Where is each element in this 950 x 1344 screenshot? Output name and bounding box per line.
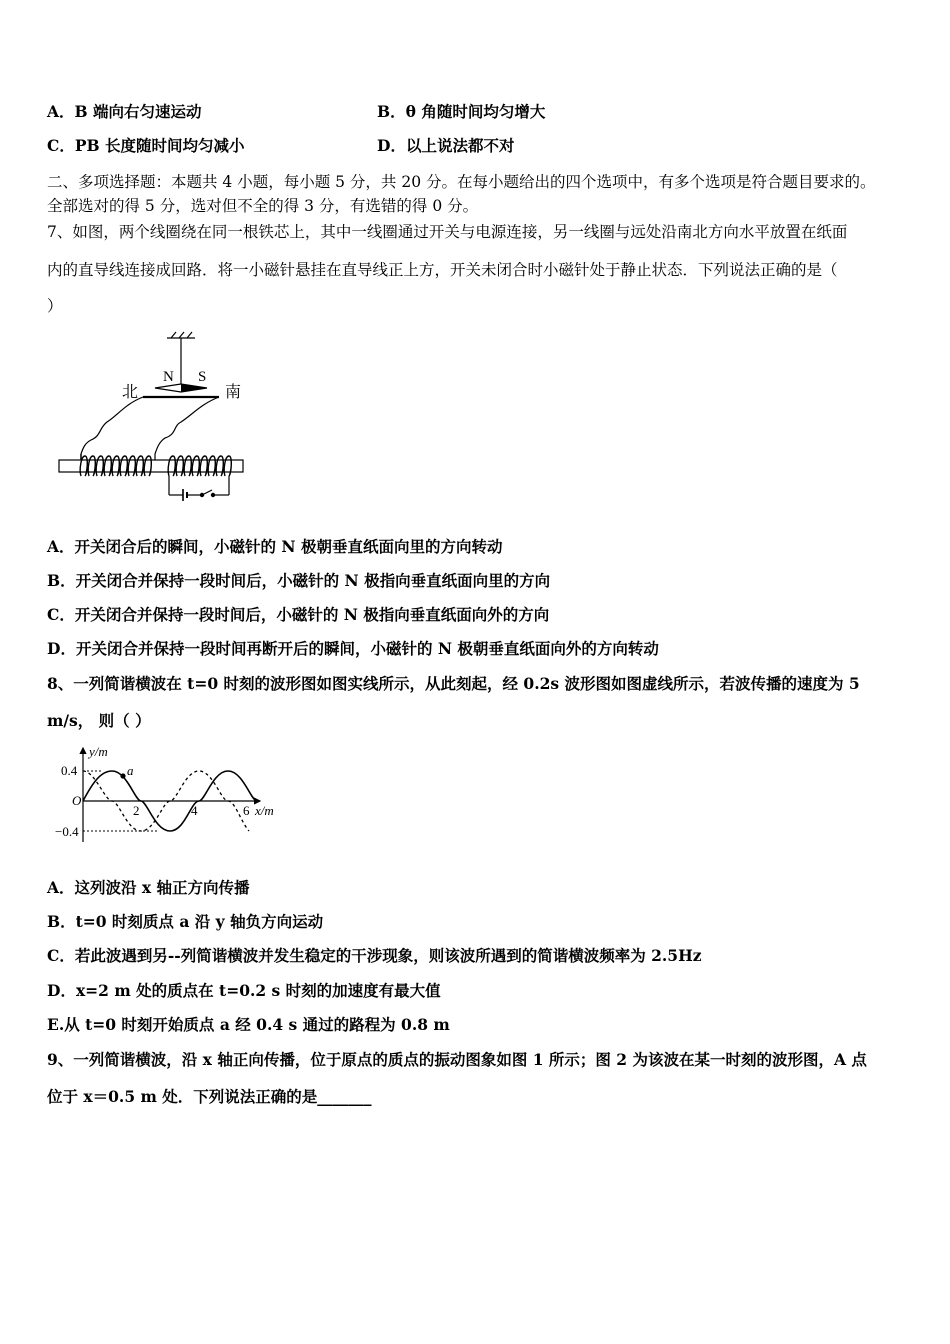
point-a-marker [120,773,125,778]
q7-option-d: D．开关闭合并保持一段时间再断开后的瞬间，小磁针的 N 极朝垂直纸面向外的方向转动 [47,639,659,658]
q8-stem-line2: m/s， 则（ ） [47,711,151,730]
north-label: 北 [122,384,139,401]
left-connecting-wire [81,397,143,460]
needle-n-label: N [163,369,174,385]
y-tick-positive: 0.4 [61,763,78,778]
q7-option-c: C．开关闭合并保持一段时间后，小磁针的 N 极指向垂直纸面向外的方向 [47,605,550,624]
q6-option-d: D．以上说法都不对 [377,136,515,155]
q6-option-a: A．B 端向右匀速运动 [47,102,202,121]
q8-option-b: B．t=0 时刻质点 a 沿 y 轴负方向运动 [47,912,324,931]
x-tick-4: 4 [191,803,198,818]
q8-option-e: E.从 t=0 时刻开始质点 a 经 0.4 s 通过的路程为 0.8 m [47,1015,450,1034]
q8-option-a: A．这列波沿 x 轴正方向传播 [47,878,250,897]
y-tick-negative: −0.4 [55,824,79,839]
q8-stem-line1: 8、一列简谐横波在 t=0 时刻的波形图如图实线所示，从此刻起，经 0.2s 波形图如图虚线所示，若波传播的速度为 5 [47,674,860,693]
needle-s-label: S [198,369,207,385]
q7-option-b: B．开关闭合并保持一段时间后，小磁针的 N 极指向垂直纸面向里的方向 [47,571,551,590]
point-a-label: a [127,763,134,778]
q7-stem-line3: ） [47,297,63,315]
q9-stem-line1: 9、一列简谐横波，沿 x 轴正向传播，位于原点的质点的振动图象如图 1 所示；图 2 为该波在某一时刻的波形图，A 点 [47,1050,867,1069]
right-connecting-wire [155,397,219,460]
x-tick-2: 2 [133,803,140,818]
battery-switch-circuit [169,476,229,501]
x-tick-6: 6 [243,803,250,818]
x-axis-label: x/m [255,803,274,818]
q6-option-b: B．θ 角随时间均匀增大 [377,102,546,121]
q7-stem-line1: 7、如图，两个线圈绕在同一根铁芯上，其中一线圈通过开关与电源连接，另一线圈与远处沿南北方向水平放置在纸面 [47,223,848,241]
magnetic-needle [155,384,207,392]
section2-instruction-line1: 二、多项选择题：本题共 4 小题，每小题 5 分，共 20 分。在每小题给出的四个选项中，有多个选项是符合题目要求的。 [47,173,876,191]
origin-label: O [72,793,82,808]
y-axis-label: y/m [89,744,108,759]
q9-stem-line2: 位于 x＝0.5 m 处．下列说法正确的是_______ [47,1087,372,1106]
section2-instruction-line2: 全部选对的得 5 分，选对但不全的得 3 分，有选错的得 0 分。 [47,197,479,215]
q7-option-a: A．开关闭合后的瞬间，小磁针的 N 极朝垂直纸面向里的方向转动 [47,537,503,556]
south-label: 南 [225,384,242,401]
q8-option-c: C．若此波遇到另--列简谐横波并发生稳定的干涉现象，则该波所遇到的简谐横波频率为 2.5Hz [47,946,702,965]
q8-option-d: D．x=2 m 处的质点在 t=0.2 s 时刻的加速度有最大值 [47,981,441,1000]
q6-option-c: C．PB 长度随时间均匀减小 [47,136,245,155]
q7-coil-figure [55,330,255,510]
q8-wave-graph [55,742,295,847]
q7-stem-line2: 内的直导线连接成回路．将一小磁针悬挂在直导线正上方，开关未闭合时小磁针处于静止状态．下列说法正确的是（ [47,261,838,279]
